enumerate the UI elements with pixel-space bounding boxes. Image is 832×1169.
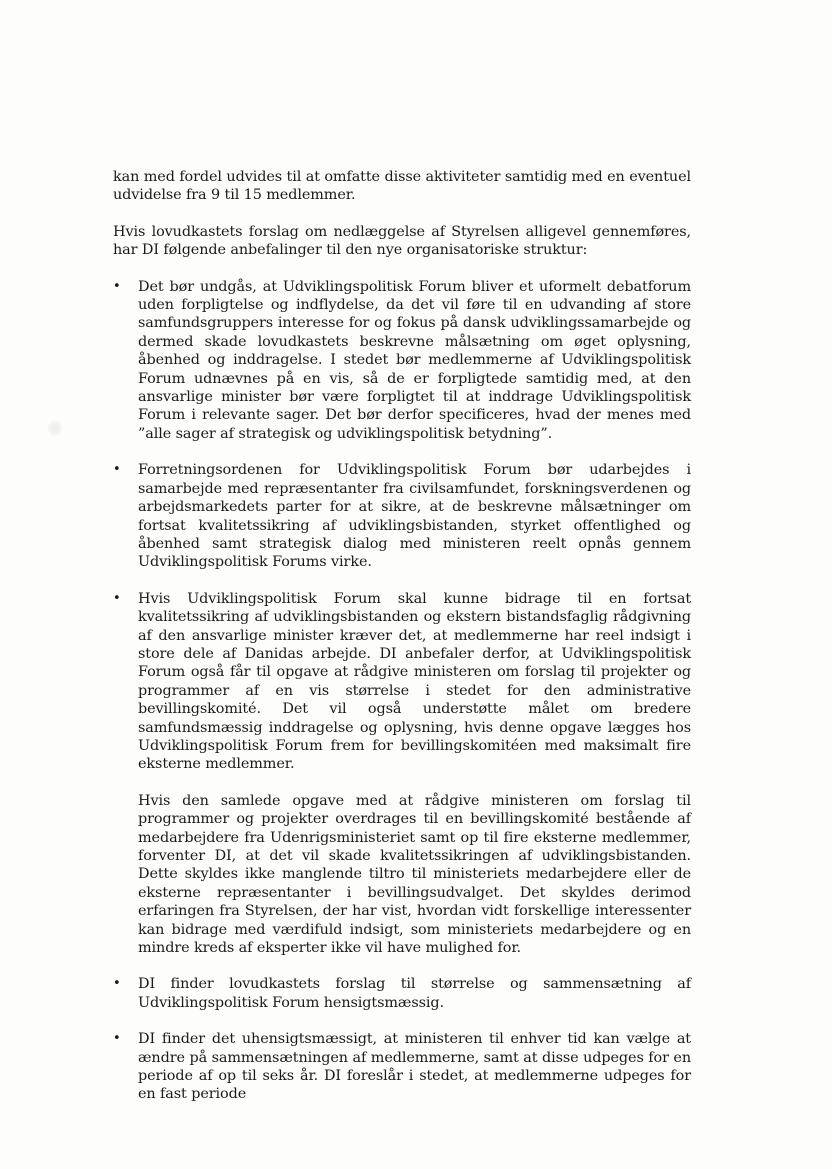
scan-speck	[48, 420, 62, 436]
list-item	[113, 590, 691, 958]
list-item-text: DI finder lovudkastets forslag til størrelse og sammensætning af Udviklingspolitisk Forum hensigtsmæssig.	[138, 976, 691, 1011]
document-body	[113, 168, 691, 1122]
bullet-marker: •	[113, 1031, 121, 1047]
bullet-marker: •	[113, 462, 121, 478]
list-item-text: Det bør undgås, at Udviklingspolitisk Forum bliver et uformelt debatforum uden forpligtelse og indflydelse, da det vil føre til en udvanding af store samfundsgruppers interesse for og fokus på dansk udviklingssamarbejde og dermed skade lovudkastets beskrevne målsætning om øget oplysning, åbenhed og inddragelse. I stedet bør medlemmerne af Udviklingspolitisk Forum udnævnes på en vis, så de er forpligtede samtidig med, at den ansvarlige minister bør være forpligtet til at inddrage Udviklingspolitisk Forum i relevante sager. Det bør derfor specificeres, hvad der menes med ”alle sager af strategisk og udviklingspolitisk betydning”.	[138, 278, 691, 442]
list-item-text: Hvis Udviklingspolitisk Forum skal kunne bidrage til en fortsat kvalitetssikring af udviklingsbistanden og ekstern bistandsfaglig rådgivning af den ansvarlige minister kræver det, at medlemmerne har reel indsigt i store dele af Danidas arbejde. DI anbefaler derfor, at Udviklingspolitisk Forum også får til opgave at rådgive ministeren om forslag til projekter og programmer af en vis størrelse i stedet for den administrative bevillingskomité. Det vil også understøtte målet om bredere samfundsmæssig inddragelse og oplysning, hvis denne opgave lægges hos Udviklingspolitisk Forum frem for bevillingskomitéen med maksimalt fire eksterne medlemmer.	[138, 590, 691, 773]
list-item-text: DI finder det uhensigtsmæssigt, at ministeren til enhver tid kan vælge at ændre på sammensætningen af medlemmerne, samt at disse udpeges for en periode af op til seks år. DI foreslår i stedet, at medlemmerne udpeges for en fast periode	[138, 1031, 691, 1103]
list-item-text: Forretningsordenen for Udviklingspolitisk Forum bør udarbejdes i samarbejde med repræsentanter fra civilsamfundet, forskningsverdenen og arbejdsmarkedets parter for at sikre, at de beskrevne målsætninger om fortsat kvalitetssikring af udviklingsbistanden, styrket offentlighed og åbenhed samt strategisk dialog med ministeren reelt opnås gennem Udviklingspolitisk Forums virke.	[138, 462, 691, 571]
intro-paragraph: kan med fordel udvides til at omfatte disse aktiviteter samtidig med en eventuel udvidelse fra 9 til 15 medlemmer.	[113, 169, 691, 204]
list-item	[113, 461, 691, 571]
list-item	[113, 1030, 691, 1104]
bullet-marker: •	[113, 976, 121, 992]
recommendations-intro-paragraph: Hvis lovudkastets forslag om nedlæggelse af Styrelsen alligevel gennemføres, har DI følgende anbefalinger til den nye organisatoriske struktur:	[113, 223, 691, 259]
bullet-marker: •	[113, 590, 121, 606]
list-item	[113, 975, 691, 1012]
list-item-sub-paragraph: Hvis den samlede opgave med at rådgive ministeren om forslag til programmer og projekter overdrages til en bevillingskomité bestående af medarbejdere fra Udenrigsministeriet samt op til fire eksterne medlemmer, forventer DI, at det vil skade kvalitetssikringen af udviklingsbistanden. Dette skyldes ikke manglende tiltro til ministeriets medarbejdere eller de eksterne repræsentanter i bevillingsudvalget. Det skyldes derimod erfaringen fra Styrelsen, der har vist, hvordan vidt forskellige interessenter kan bidrage med værdifuld indsigt, som ministeriets medarbejdere og en mindre kreds af eksperter ikke vil have mulighed for.	[138, 792, 691, 957]
recommendations-list	[113, 278, 691, 1104]
bullet-marker: •	[113, 278, 121, 294]
list-item	[113, 278, 691, 444]
